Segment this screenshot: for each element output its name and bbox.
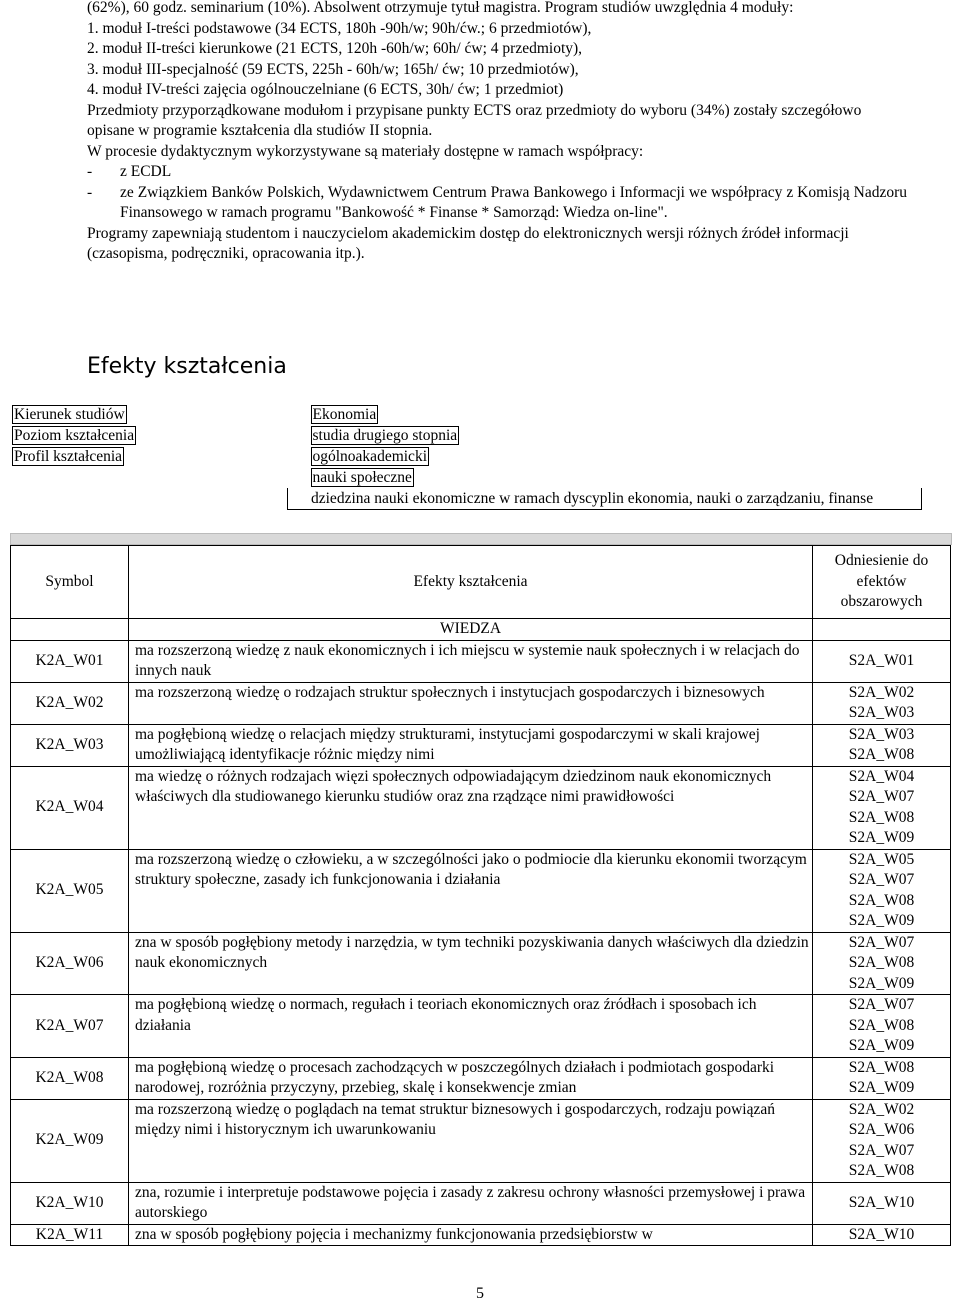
module-item: 4. moduł IV-treści zajęcia ogólnouczelniane (6 ECTS, 30h/ ćw; 1 przedmiot) [87, 81, 564, 98]
reference-code: S2A_W08 [848, 746, 915, 763]
reference-code: S2A_W06 [848, 1121, 915, 1138]
effect-description: ma rozszerzoną wiedzę o człowieku, a w szczególności jako o podmiocie dla kierunku ekonomii tworzącym struktury społeczne, zasady ich funkcjonowania i działania [129, 849, 813, 932]
header-symbol: Symbol [11, 546, 129, 619]
intro-line: (62%), 60 godz. seminarium (10%). Absolwent otrzymuje tytuł magistra. Program studiów uwzględnia 4 moduły: [87, 0, 794, 16]
effect-description: ma wiedzę o różnych rodzajach więzi społecznych odpowiadającym dziedzinom nauk ekonomicznych właściwych dla studiowanego kierunku studiów oraz zna rządzące nimi prawidłowości [129, 766, 813, 849]
intro-paragraph: Przedmioty przyporządkowane modułom i przypisane punkty ECTS oraz przedmioty do wyboru (34%) zostały szczegółowo opisane w programie kształcenia dla studiów II stopnia. [87, 101, 862, 139]
meta-label: Profil kształcenia [14, 448, 123, 465]
reference-code: S2A_W08 [848, 1016, 915, 1034]
table-row [11, 932, 951, 995]
meta-value: nauki społeczne [312, 469, 412, 486]
reference-code: S2A_W08 [848, 954, 915, 971]
effect-references [813, 1099, 951, 1182]
effect-references [813, 640, 951, 682]
reference-code: S2A_W07 [848, 996, 915, 1013]
reference-code: S2A_W09 [848, 912, 915, 929]
module-item: 3. moduł III-specjalność (59 ECTS, 225h - 60h/w; 165h/ ćw; 10 przedmiotów), [87, 60, 579, 78]
reference-code: S2A_W08 [848, 891, 915, 909]
reference-code: S2A_W08 [848, 808, 915, 826]
effect-symbol: K2A_W04 [11, 766, 129, 849]
effect-references [813, 1057, 951, 1099]
reference-code: S2A_W07 [848, 1141, 915, 1159]
program-meta [10, 404, 950, 510]
meta-value: dziedzina nauki ekonomiczne w ramach dyscyplin ekonomia, nauki o zarządzaniu, finanse [288, 488, 922, 510]
meta-value: Ekonomia [312, 406, 377, 423]
table-row [11, 724, 951, 766]
meta-value: ogólnoakademicki [312, 448, 427, 465]
effect-description: zna w sposób pogłębiony metody i narzędzia, w tym techniki pozyskiwania danych właściwych dla dziedzin nauk ekonomicznych [129, 932, 813, 995]
effect-description: ma pogłębioną wiedzę o relacjach między strukturami, instytucjami gospodarczymi w skali krajowej umożliwiającą identyfikacje różnic między nimi [129, 724, 813, 766]
reference-code: S2A_W01 [848, 651, 915, 669]
effect-description: ma pogłębioną wiedzę o normach, regułach i teoriach ekonomicznych oraz źródłach i sposobach ich działania [129, 995, 813, 1058]
reference-code: S2A_W09 [848, 829, 915, 846]
reference-code: S2A_W10 [848, 1225, 915, 1243]
reference-code: S2A_W08 [848, 1162, 915, 1179]
section-label: WIEDZA [129, 619, 813, 641]
effect-symbol: K2A_W02 [11, 682, 129, 724]
intro-section [87, 0, 907, 265]
reference-code: S2A_W03 [848, 704, 915, 721]
module-item: 2. moduł II-treści kierunkowe (21 ECTS, 120h -60h/w; 60h/ ćw; 4 przedmioty), [87, 40, 583, 57]
reference-code: S2A_W03 [848, 725, 915, 743]
effect-references [813, 724, 951, 766]
table-row [11, 849, 951, 932]
meta-label: Kierunek studiów [14, 406, 125, 423]
header-effects: Efekty kształcenia [129, 546, 813, 619]
effect-symbol: K2A_W09 [11, 1099, 129, 1182]
effect-symbol: K2A_W05 [11, 849, 129, 932]
reference-code: S2A_W09 [848, 974, 915, 992]
effect-references [813, 682, 951, 724]
effect-symbol: K2A_W03 [11, 724, 129, 766]
effect-references [813, 932, 951, 995]
table-row [11, 640, 951, 682]
effect-references [813, 1224, 951, 1246]
table-row [11, 1099, 951, 1182]
page-number: 5 [476, 1285, 484, 1302]
reference-code: S2A_W07 [848, 788, 915, 805]
table-row [11, 682, 951, 724]
reference-code: S2A_W04 [848, 767, 915, 785]
effect-description: ma rozszerzoną wiedzę o rodzajach struktur społecznych i instytucjach gospodarczych i biznesowych [129, 682, 813, 724]
bullet-item: - z ECDL [87, 163, 172, 180]
section-heading: Efekty kształcenia [87, 354, 287, 379]
effect-description: zna, rozumie i interpretuje podstawowe pojęcia i zasady z zakresu ochrony własności przemysłowej i prawa autorskiego [129, 1182, 813, 1224]
reference-code: S2A_W08 [848, 1058, 915, 1076]
table-row [11, 766, 951, 849]
reference-code: S2A_W02 [848, 683, 915, 701]
intro-paragraph: Programy zapewniają studentom i nauczycielom akademickim dostęp do elektronicznych wersji różnych źródeł informacji (czasopisma, podręczniki, opracowania itp.). [87, 224, 849, 262]
effect-symbol: K2A_W10 [11, 1182, 129, 1224]
intro-paragraph: W procesie dydaktycznym wykorzystywane są materiały dostępne w ramach współpracy: [87, 142, 644, 160]
reference-code: S2A_W07 [848, 933, 915, 951]
reference-code: S2A_W09 [848, 1037, 915, 1054]
effect-references [813, 766, 951, 849]
effect-symbol: K2A_W11 [11, 1224, 129, 1246]
effect-description: ma rozszerzoną wiedzę z nauk ekonomicznych i ich miejscu w systemie nauk społecznych i w relacjach do innych nauk [129, 640, 813, 682]
effect-references [813, 995, 951, 1058]
effect-symbol: K2A_W08 [11, 1057, 129, 1099]
meta-value: studia drugiego stopnia [312, 427, 458, 444]
effect-symbol: K2A_W06 [11, 932, 129, 995]
module-item: 1. moduł I-treści podstawowe (34 ECTS, 180h -90h/w; 90h/ćw.; 6 przedmiotów), [87, 19, 592, 37]
reference-code: S2A_W07 [848, 871, 915, 888]
table-row [11, 1057, 951, 1099]
effect-description: zna w sposób pogłębiony pojęcia i mechanizmy funkcjonowania przedsiębiorstw w [129, 1224, 813, 1246]
effect-references [813, 1182, 951, 1224]
effect-symbol: K2A_W07 [11, 995, 129, 1058]
meta-label: Poziom kształcenia [14, 427, 135, 444]
effect-description: ma rozszerzoną wiedzę o poglądach na temat struktur biznesowych i gospodarczych, rodzaju powiązań między nimi i historycznym ich uwarunkowaniu [129, 1099, 813, 1182]
effect-description: ma pogłębioną wiedzę o procesach zachodzących w poszczególnych działach i podmiotach gospodarki narodowej, rozróżnia przyczyny, przebieg, skalę i konsekwencje zmian [129, 1057, 813, 1099]
header-reference: Odniesienie do efektów obszarowych [813, 546, 951, 619]
reference-code: S2A_W10 [848, 1193, 915, 1211]
table-row [11, 1182, 951, 1224]
table-row [11, 1224, 951, 1246]
table-separator [10, 533, 952, 545]
effects-table [10, 545, 951, 1246]
reference-code: S2A_W05 [848, 850, 915, 868]
bullet-item: - ze Związkiem Banków Polskich, Wydawnictwem Centrum Prawa Bankowego i Informacji we współpracy z Komisją Nadzoru Finansowego w ramach programu "Bankowość * Finanse * Samorząd: Wiedza on-line". [87, 183, 907, 221]
effect-references [813, 849, 951, 932]
table-row [11, 995, 951, 1058]
reference-code: S2A_W02 [848, 1100, 915, 1118]
reference-code: S2A_W09 [848, 1079, 915, 1096]
effect-symbol: K2A_W01 [11, 640, 129, 682]
